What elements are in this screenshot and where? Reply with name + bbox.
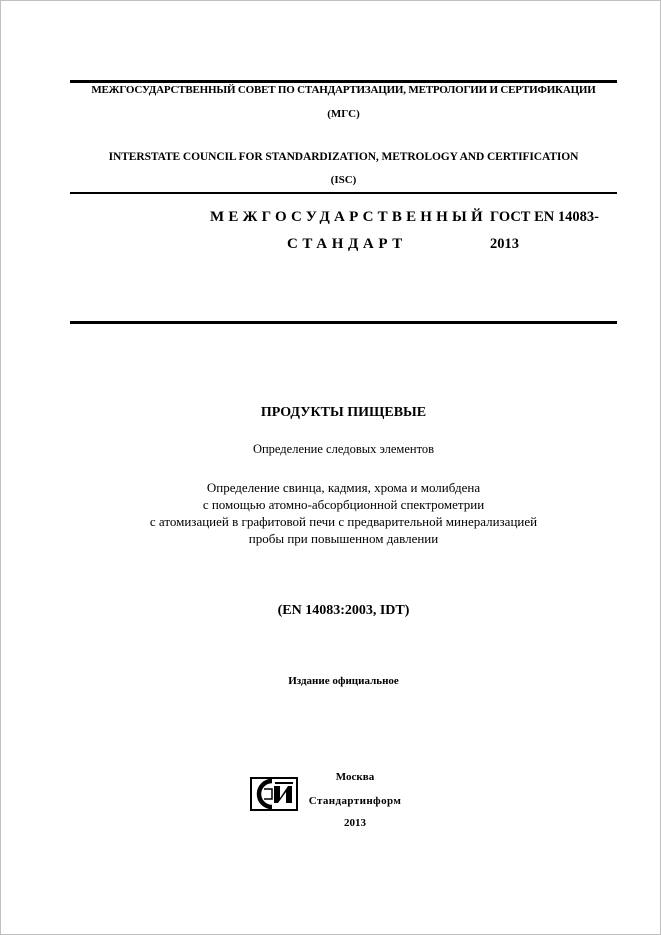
top-rule <box>70 80 617 83</box>
document-title: ПРОДУКТЫ ПИЩЕВЫЕ <box>260 405 427 420</box>
description-line: пробы при повышенном давлении <box>248 531 439 546</box>
publisher-name: Стандартинформ <box>308 795 402 807</box>
publisher-city: Москва <box>335 771 375 783</box>
council-name-ru: МЕЖГОСУДАРСТВЕННЫЙ СОВЕТ ПО СТАНДАРТИЗАЦИИ, МЕТРОЛОГИИ И СЕРТИФИКАЦИИ <box>91 84 596 96</box>
description-line: Определение свинца, кадмия, хрома и молибдена <box>206 480 481 495</box>
header-divider <box>70 192 617 194</box>
standartinform-logo-icon <box>250 777 298 811</box>
council-name-en: INTERSTATE COUNCIL FOR STANDARDIZATION, METROLOGY AND CERTIFICATION <box>108 151 579 163</box>
en-reference: (EN 14083:2003, IDT) <box>277 603 410 618</box>
council-abbr-en: (ISC) <box>330 174 357 186</box>
standard-label-line1: МЕЖГОСУДАРСТВЕННЫЙ <box>210 209 487 225</box>
standard-label-line2: СТАНДАРТ <box>287 236 407 252</box>
publication-year: 2013 <box>344 817 366 829</box>
edition-note: Издание официальное <box>288 675 399 687</box>
description-line: с атомизацией в графитовой печи с предварительной минерализацией <box>149 514 538 529</box>
council-abbr-ru: (МГС) <box>327 108 360 120</box>
standard-divider <box>70 321 617 324</box>
standard-number-line2: 2013 <box>490 236 519 252</box>
standard-number-line1: ГОСТ EN 14083- <box>490 209 599 225</box>
description-line: с помощью атомно-абсорбционной спектрометрии <box>202 497 485 512</box>
document-subtitle: Определение следовых элементов <box>252 442 435 456</box>
